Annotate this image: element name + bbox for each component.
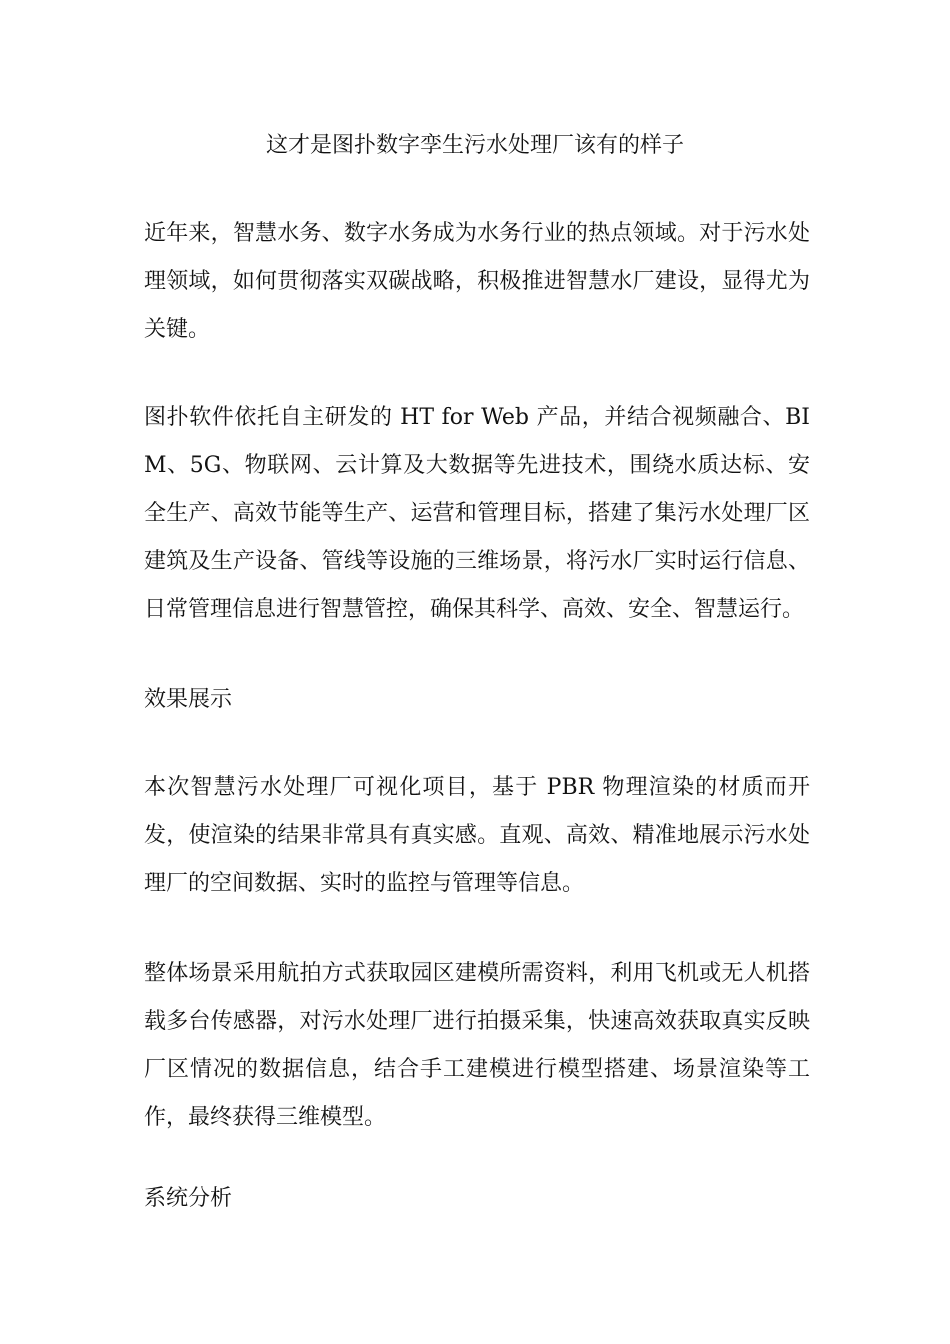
paragraph-modeling: 整体场景采用航拍方式获取园区建模所需资料，利用飞机或无人机搭载多台传感器，对污水处理厂进行拍摄采集，快速高效获取真实反映厂区情况的数据信息，结合手工建模进行模型搭建、场景渲染等工作，最终获得三维模型。 (144, 961, 810, 1130)
paragraph-product: 图扑软件依托自主研发的 HT for Web 产品，并结合视频融合、BIM、5G、物联网、云计算及大数据等先进技术，围绕水质达标、安全生产、高效节能等生产、运营和管理目标，搭建了集污水处理厂区建筑及生产设备、管线等设施的三维场景，将污水厂实时运行信息、日常管理信息进行智慧管控，确保其科学、高效、安全、智慧运行。 (144, 405, 810, 622)
paragraph-visualization: 本次智慧污水处理厂可视化项目，基于 PBR 物理渲染的材质而开发，使渲染的结果非常具有真实感。直观、高效、精准地展示污水处理厂的空间数据、实时的监控与管理等信息。 (144, 775, 810, 896)
section-heading-analysis: 系统分析 (144, 1186, 233, 1211)
section-heading-effect: 效果展示 (144, 687, 233, 712)
document-title: 这才是图扑数字孪生污水处理厂该有的样子 (265, 133, 684, 158)
paragraph-intro: 近年来，智慧水务、数字水务成为水务行业的热点领域。对于污水处理领域，如何贯彻落实双碳战略，积极推进智慧水厂建设，显得尤为关键。 (144, 221, 810, 342)
